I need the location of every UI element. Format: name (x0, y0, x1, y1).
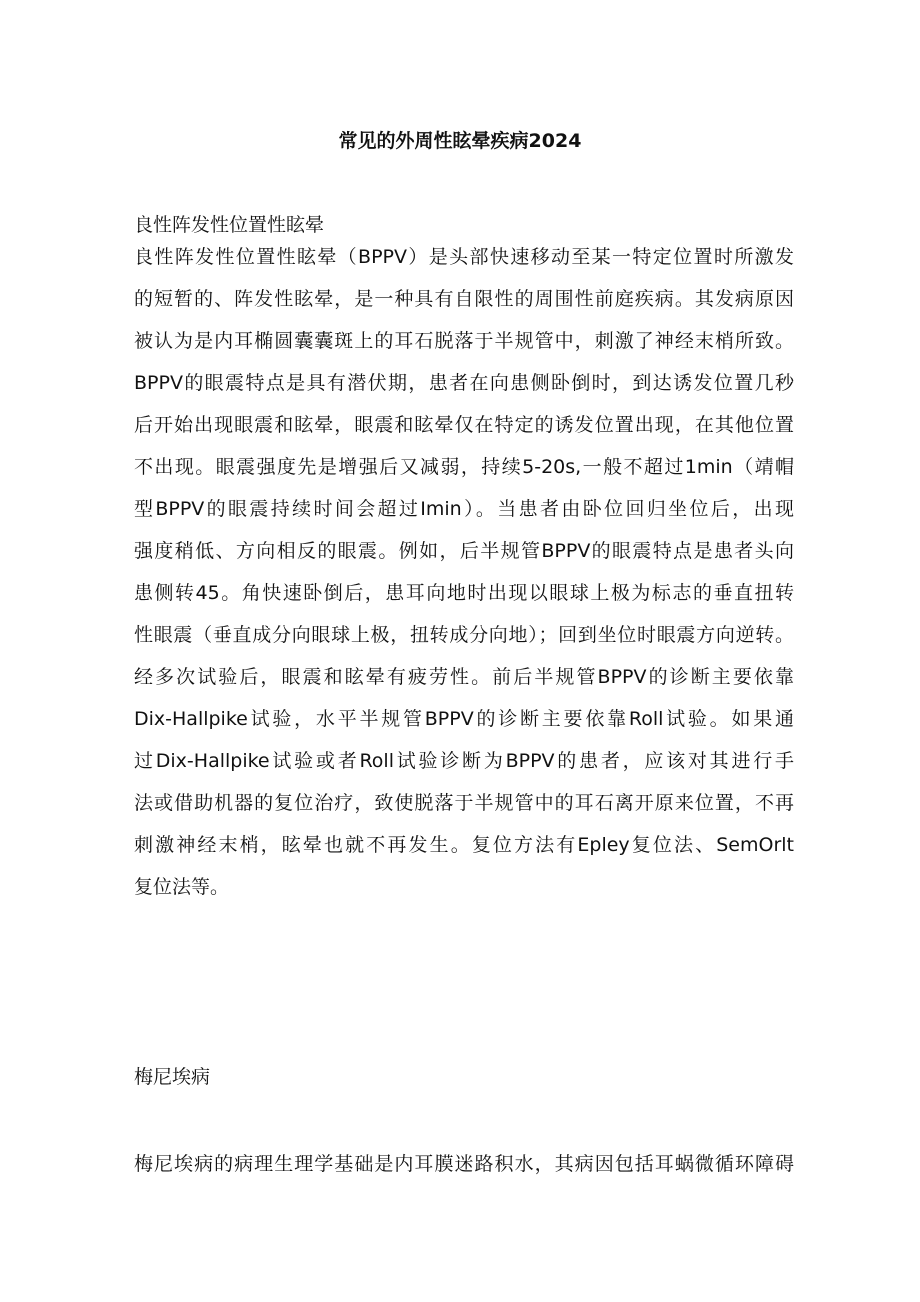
paragraph-bppv (134, 236, 794, 908)
paragraph-meniere (134, 1143, 794, 1185)
paragraph-line: 后开始出现眼震和眩晕，眼震和眩晕仅在特定的诱发位置出现，在其他位置 (134, 414, 794, 436)
paragraph-line: 经多次试验后，眼震和眩晕有疲劳性。前后半规管BPPV的诊断主要依靠 (134, 666, 794, 688)
section-heading-bppv: 良性阵发性位置性眩晕 (134, 214, 325, 236)
paragraph-line: 梅尼埃病的病理生理学基础是内耳膜迷路积水，其病因包括耳蜗微循环障碍 (134, 1153, 794, 1175)
paragraph-line: 法或借助机器的复位治疗，致使脱落于半规管中的耳石离开原来位置，不再 (134, 792, 794, 814)
paragraph-line: 复位法等。 (134, 876, 230, 898)
paragraph-line: 刺激神经末梢，眩晕也就不再发生。复位方法有Epley复位法、SemOrlt (134, 834, 794, 856)
paragraph-line: 患侧转45。角快速卧倒后，患耳向地时出现以眼球上极为标志的垂直扭转 (134, 582, 794, 604)
paragraph-line: 强度稍低、方向相反的眼震。例如，后半规管BPPV的眼震特点是患者头向 (134, 540, 794, 562)
paragraph-line: 过Dix-Hallpike试验或者Roll试验诊断为BPPV的患者，应该对其进行手 (134, 750, 794, 772)
paragraph-line: 的短暂的、阵发性眩晕，是一种具有自限性的周围性前庭疾病。其发病原因 (134, 288, 794, 310)
paragraph-line: 型BPPV的眼震持续时间会超过Imin）。当患者由卧位回归坐位后，出现 (134, 498, 794, 520)
paragraph-line: BPPV的眼震特点是具有潜伏期，患者在向患侧卧倒时，到达诱发位置几秒 (134, 372, 794, 394)
paragraph-line: 被认为是内耳椭圆囊囊斑上的耳石脱落于半规管中，刺激了神经末梢所致。 (134, 330, 794, 352)
document-title: 常见的外周性眩晕疾病2024 (338, 130, 582, 152)
section-heading-meniere: 梅尼埃病 (134, 1066, 211, 1088)
paragraph-line: 性眼震（垂直成分向眼球上极，扭转成分向地）；回到坐位时眼震方向逆转。 (134, 624, 794, 646)
paragraph-line: 不出现。眼震强度先是增强后又减弱，持续5-20s,一般不超过1min（靖帽 (134, 456, 794, 478)
paragraph-line: 良性阵发性位置性眩晕（BPPV）是头部快速移动至某一特定位置时所激发 (134, 246, 794, 268)
paragraph-line: Dix-Hallpike试验，水平半规管BPPV的诊断主要依靠Roll试验。如果通 (134, 708, 794, 730)
